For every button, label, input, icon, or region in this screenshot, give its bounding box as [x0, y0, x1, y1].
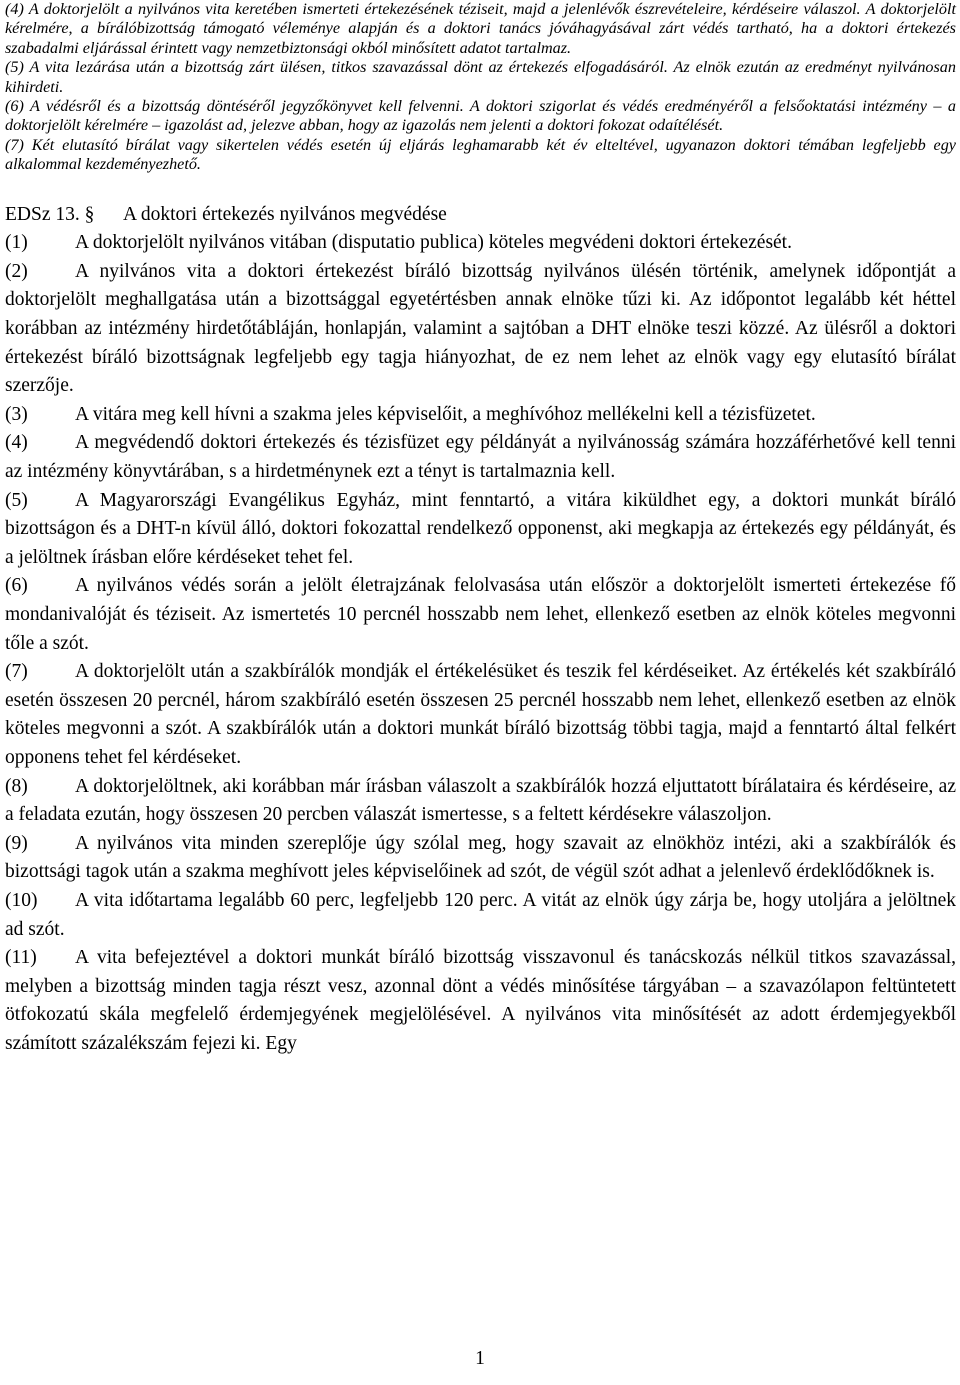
paragraph [5, 572, 956, 658]
paragraph-number: (5) [5, 489, 28, 511]
paragraph-number: (3) [5, 403, 28, 425]
paragraph-number: (4) [5, 432, 28, 454]
paragraph-text: A doktorjelölt nyilvános vitában (disputatio publica) köteles megvédeni doktori értekezését. [75, 232, 792, 254]
paragraph [5, 229, 956, 258]
paragraph [5, 658, 956, 772]
section-title: A doktori értekezés nyilvános megvédése [123, 203, 447, 225]
intro-paragraph-6: (6) A védésről és a bizottság döntéséről jegyzőkönyvet kell felvenni. A doktori szigorlat és védés eredményéről a felsőoktatási intézmény – a doktorjelölt kérelmére – igazolást ad, jelezve abban, hogy az igazolás nem jelenti a doktori fokozat odaítélését. [5, 97, 956, 135]
intro-paragraph-4: (4) A doktorjelölt a nyilvános vita keretében ismerteti értekezésének téziseit, majd a jelenlévők észrevételeire, kérdéseire válaszol. A doktorjelölt kérelmére, a bírálóbizottság támogató véleménye alapján és a doktori tanács jóváhagyásával zárt védés tartható, ha a doktori értekezés szabadalmi eljárással érintett vagy nemzetbiztonsági okból minősített adatot tartalmaz. [5, 0, 956, 57]
intro-paragraph-7: (7) Két elutasító bírálat vagy sikertelen védés esetén új eljárás leghamarabb két év elteltével, ugyanazon doktori témában legfeljebb egy alkalommal kezdeményezhető. [5, 135, 956, 174]
paragraph-text: A nyilvános vita a doktori értekezést bíráló bizottság nyilvános ülésén történik, amelynek időpontját a doktorjelölt meghallgatása után a bizottsággal egyetértésben annak elnöke tűzi ki. Az időpontot legalább két héttel korábban az intézmény hirdetőtábláján, honlapján, valamint a sajtóban a DHT elnöke teszi közzé. Az ülésről a doktori értekezést bíráló bizottságnak legfeljebb egy tagja hiányozhat, de ez nem lehet az elnök vagy egy elutasító bírálat szerzője. [5, 260, 956, 397]
previous-section-continuation [5, 0, 956, 175]
paragraph [5, 429, 956, 486]
intro-paragraph-5: (5) A vita lezárása után a bizottság zárt ülésen, titkos szavazással dönt az értekezés elfogadásáról. Az elnök ezután az eredményt nyilvánosan kihirdeti. [5, 58, 956, 96]
paragraph-text: A doktorjelölt után a szakbírálók mondják el értékelésüket és teszik fel kérdéseiket. Az értékelés két szakbíráló esetén összesen 20 percnél, három szakbíráló esetén összesen 25 percnél hosszabb nem lehet, ellenkező esetben az elnök köteles megvonni a szót. A szakbírálók után a doktori munkát bíráló bizottság többi tagja, majd a fenntartó által felkért opponens tehet fel kérdéseket. [5, 661, 956, 768]
paragraph-number: (10) [5, 889, 38, 911]
section-number: EDSz 13. § [5, 203, 95, 225]
paragraph-number: (1) [5, 232, 28, 254]
paragraph-text: A vita befejeztével a doktori munkát bíráló bizottság visszavonul és tanácskozás nélkül titkos szavazással, melyben a bizottság minden tagja részt vesz, azonnal dönt a védés minősítése tárgyában – a szavazólapon feltüntetett ötfokozatú skála megfelelő érdemjegyének megjelölésével. A nyilvános vita minősítését az adott érdemjegyekből számított százalékszám fejezi ki. Egy [5, 947, 956, 1054]
paragraph-text: A Magyarországi Evangélikus Egyház, mint fenntartó, a vitára kiküldhet egy, a doktori munkát bíráló bizottságon és a DHT-n kívül álló, doktori fokozattal rendelkező opponenst, aki megkapja az értekezés egy példányát, és a jelöltnek írásban előre kérdéseket tehet fel. [5, 489, 956, 568]
paragraph-number: (9) [5, 832, 28, 854]
paragraph-number: (2) [5, 260, 28, 282]
paragraph-text: A nyilvános vita minden szereplője úgy szólal meg, hogy szavait az elnökhöz intézi, aki a szakbírálók és bizottsági tagok után a szakma meghívott jeles képviselőinek ad szót, de végül szót adhat a jelenlevő érdeklődőknek is. [5, 832, 956, 883]
paragraph-number: (7) [5, 661, 28, 683]
paragraph-number: (6) [5, 575, 28, 597]
paragraph-text: A megvédendő doktori értekezés és tézisfüzet egy példányát a nyilvánosság számára hozzáférhetővé kell tenni az intézmény könyvtárában, s a hirdetménynek ezt a tényt is tartalmaznia kell. [5, 432, 956, 482]
section-body [5, 229, 956, 1058]
paragraph [5, 944, 956, 1058]
paragraph [5, 487, 956, 573]
paragraph-number: (8) [5, 775, 28, 797]
paragraph [5, 773, 956, 830]
paragraph-text: A nyilvános védés során a jelölt életrajzának felolvasása után először a doktorjelölt ismerteti értekezése fő mondanivalóját és téziseit. Az ismertetés 10 percnél hosszabb nem lehet, ellenkező esetben az elnök köteles megvonni tőle a szót. [5, 575, 956, 654]
page-number: 1 [475, 1348, 485, 1369]
paragraph [5, 830, 956, 887]
section-heading [5, 201, 956, 230]
paragraph [5, 258, 956, 401]
paragraph-number: (11) [5, 947, 37, 969]
paragraph [5, 401, 956, 430]
paragraph-text: A vitára meg kell hívni a szakma jeles képviselőit, a meghívóhoz mellékelni kell a tézisfüzetet. [75, 403, 816, 425]
paragraph [5, 887, 956, 944]
paragraph-text: A vita időtartama legalább 60 perc, legfeljebb 120 perc. A vitát az elnök úgy zárja be, hogy utoljára a jelöltnek ad szót. [5, 889, 956, 940]
paragraph-text: A doktorjelöltnek, aki korábban már írásban válaszolt a szakbírálók hozzá eljuttatott bírálataira és kérdéseire, az a feladata ezután, hogy összesen 20 percben válaszát ismertesse, s a feltett kérdésekre válaszoljon. [5, 775, 956, 826]
